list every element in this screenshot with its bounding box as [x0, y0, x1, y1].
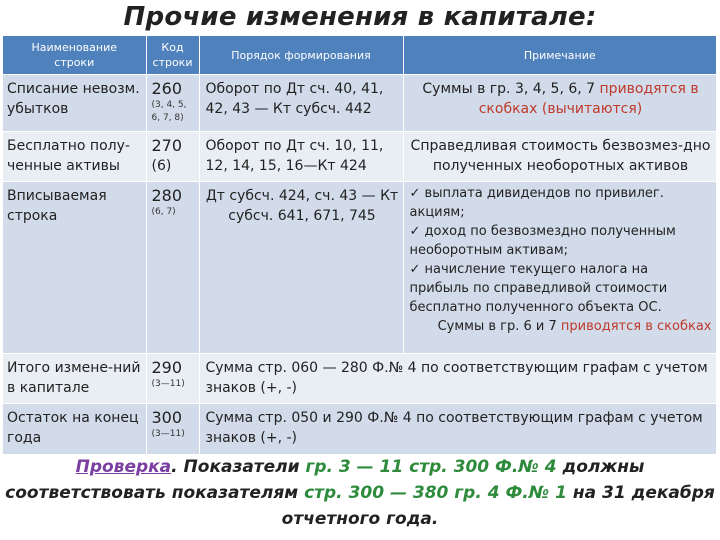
row-code-cell: [146, 182, 199, 354]
row-name: Остаток на конец года: [3, 404, 146, 454]
note-bullet-text: доход по безвозмездно полученным необоротным активам;: [409, 224, 676, 258]
row-note-text: Суммы в гр. 3, 4, 5, 6, 7: [422, 81, 600, 97]
header-order: Порядок формирования: [199, 36, 403, 75]
row-note: [403, 182, 716, 354]
row-name: Бесплатно полу-ченные активы: [3, 132, 146, 182]
row-code-cell: [146, 132, 199, 182]
row-code: 300: [151, 408, 183, 427]
note-bullet-text: выплата дивидендов по привилег. акциям;: [409, 186, 664, 220]
row-code: 270: [151, 136, 183, 155]
note-bullet-text: начисление текущего налога на прибыль по справедливой стоимости бесплатно полученного объекта ОС.: [409, 262, 668, 315]
row-note-highlight: приводятся в скобках (вычитаются): [478, 81, 699, 117]
row-name: Вписываемая строка: [3, 182, 146, 354]
row-order: Дт субсч. 424, сч. 43 — Кт субсч. 641, 671, 745: [199, 182, 403, 354]
note-tail-text: Суммы в гр. 6 и 7: [437, 319, 561, 334]
table-row: [3, 132, 716, 182]
row-code-columns: (6): [151, 158, 172, 174]
row-code: 290: [151, 358, 183, 377]
row-order: Оборот по Дт сч. 10, 11, 12, 14, 15, 16—Кт 424: [199, 132, 403, 182]
row-code-cell: [146, 75, 199, 132]
row-code-columns: (3—11): [151, 429, 185, 439]
header-note: Примечание: [403, 36, 716, 75]
page-title: Прочие изменения в капитале:: [123, 2, 597, 32]
row-order: Сумма стр. 060 — 280 Ф.№ 4 по соответствующим графам с учетом знаков (+, -): [199, 354, 716, 404]
table-row: [3, 75, 716, 132]
table-row: [3, 182, 716, 354]
footer-ref-1: гр. 3 — 11 стр. 300 Ф.№ 4: [305, 457, 557, 477]
checkmark-icon: ✓: [409, 186, 425, 201]
header-code: Код строки: [146, 36, 199, 75]
row-code: 280: [151, 186, 183, 205]
row-code-columns: (3—11): [151, 379, 185, 389]
footer-text: . Показатели: [171, 457, 306, 477]
note-tail: [410, 317, 712, 336]
row-name: Итого измене-ний в капитале: [3, 354, 146, 404]
table-row: [3, 354, 716, 404]
row-code-cell: [146, 354, 199, 404]
footer-ref-2: стр. 300 — 380 гр. 4 Ф.№ 1: [304, 483, 567, 503]
row-code-columns: (6, 7): [151, 207, 176, 217]
row-note: [403, 75, 716, 132]
footer-text: на 31 декабря отчетного года.: [281, 483, 715, 529]
note-bullet: [410, 222, 712, 260]
table-header-row: [3, 36, 716, 75]
row-name: Списание невозм. убытков: [3, 75, 146, 132]
verification-note: [0, 454, 720, 532]
note-tail-highlight: приводятся в скобках: [560, 319, 712, 334]
row-order: Сумма стр. 050 и 290 Ф.№ 4 по соответствующим графам с учетом знаков (+, -): [199, 404, 716, 454]
row-code-cell: [146, 404, 199, 454]
note-bullet: [410, 184, 712, 222]
row-code-columns: (3, 4, 5, 6, 7, 8): [151, 100, 187, 123]
verification-label: Проверка: [75, 457, 172, 477]
checkmark-icon: ✓: [409, 224, 425, 239]
row-order: Оборот по Дт сч. 40, 41, 42, 43 — Кт субсч. 442: [199, 75, 403, 132]
table-row: [3, 404, 716, 454]
header-name: Наименование строки: [3, 36, 146, 75]
row-code: 260: [151, 79, 183, 98]
note-bullet: [410, 260, 712, 317]
footer-text: должны соответствовать показателям: [5, 457, 645, 503]
checkmark-icon: ✓: [409, 262, 425, 277]
row-note: Справедливая стоимость безвозмез-дно полученных необоротных активов: [403, 132, 716, 182]
capital-changes-table: [3, 36, 717, 454]
